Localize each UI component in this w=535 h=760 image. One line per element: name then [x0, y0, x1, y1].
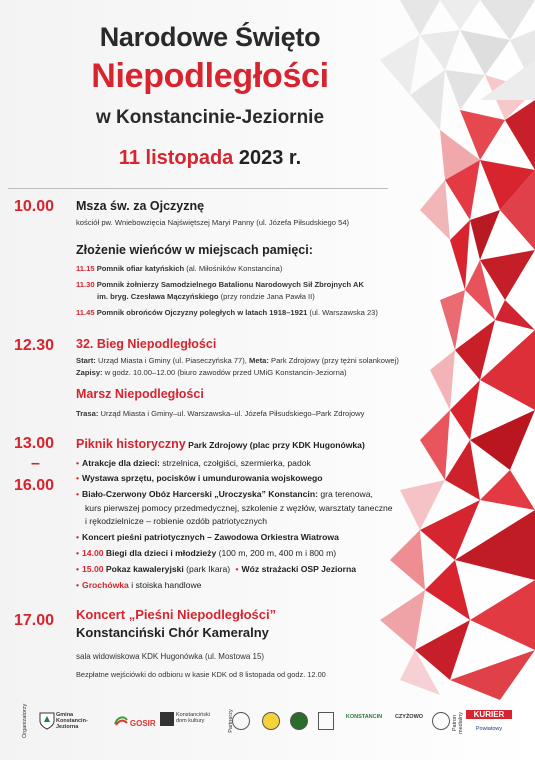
event-choir-title: Konstanciński Chór Kameralny — [76, 625, 269, 640]
event-wreaths-title: Złożenie wieńców w miejscach pamięci: — [76, 243, 313, 257]
partner-logo-5 — [432, 712, 450, 730]
picnic-item-scouts: • Biało-Czerwony Obóz Harcerski „Uroczyska” Konstancin: gra terenowa, — [76, 489, 373, 499]
sponsor-logos — [0, 700, 535, 752]
header-divider — [8, 188, 388, 189]
media-patron-label: Patron medialny — [452, 712, 464, 735]
partners-label: Partnerzy — [228, 709, 234, 733]
kdk-logo: Konstanciński dom kultury — [176, 712, 210, 724]
event-march-route: Trasa: Urząd Miasta i Gminy–ul. Warszawska–ul. Józefa Piłsudskiego–Park Zdrojowy — [76, 409, 365, 418]
time-10-00: 10.00 — [14, 198, 55, 215]
wreath-item-2-line2: im. bryg. Czesława Mączyńskiego (przy rondzie Jana Pawła II) — [97, 292, 315, 301]
event-concert-note: Bezpłatne wejściówki do odbioru w kasie KDK od 8 listopada od godz. 12.00 — [76, 670, 326, 679]
event-picnic-title: Piknik historyczny Park Zdrojowy (plac przy KDK Hugonówka) — [76, 437, 365, 451]
wreath-item-3: 11.45 Pomnik obrońców Ojczyzny poległych w latach 1918–1921 (ul. Warszawska 23) — [76, 308, 378, 317]
time-12-30: 12.30 — [14, 337, 55, 354]
partner-logo-3 — [290, 712, 308, 730]
event-date — [0, 147, 420, 170]
kdk-icon — [160, 712, 174, 726]
event-run-registration: Zapisy: w godz. 10.00–12.00 (biuro zawodów przed UMiG Konstancin-Jeziorna) — [76, 368, 347, 377]
event-run-title: 32. Bieg Niepodległości — [76, 337, 217, 351]
picnic-item-concert: • Koncert pieśni patriotycznych – Zawodowa Orkiestra Wiatrowa — [76, 532, 339, 542]
picnic-item-food: • Grochówka i stoiska handlowe — [76, 580, 202, 590]
gmina-crest-icon — [38, 712, 56, 730]
time-range-dash: – — [31, 455, 40, 472]
event-mass-place: kościół pw. Wniebowzięcia Najświętszej Maryi Panny (ul. Józefa Piłsudskiego 54) — [76, 218, 350, 227]
picnic-item-runs: • 14.00 Biegi dla dzieci i młodzieży (100 m, 200 m, 400 m i 800 m) — [76, 548, 337, 558]
czyzowo-logo: CZYŻOWO — [394, 714, 424, 720]
partner-logo-4 — [318, 712, 334, 730]
event-concert-place: sala widowiskowa KDK Hugonówka (ul. Mostowa 15) — [76, 652, 265, 661]
powiatowy-logo: Powiatowy — [475, 726, 503, 732]
wreath-item-1: 11.15 Pomnik ofiar katyńskich (al. Miłośników Konstancina) — [76, 264, 283, 273]
kurier-logo: KURIER — [466, 710, 512, 719]
title-line2: Niepodległości — [91, 57, 329, 95]
picnic-item-scouts-line2: kurs pierwszej pomocy przedmedycznej, szkolenie z węzłów, warsztaty taneczne — [85, 503, 393, 513]
time-16-00: 16.00 — [14, 477, 55, 494]
time-17-00: 17.00 — [14, 612, 55, 629]
event-mass-title: Msza św. za Ojczyznę — [76, 199, 205, 213]
picnic-item-scouts-line3: i rękodzielnicze – robienie ozdób patriotycznych — [85, 516, 268, 526]
picnic-item-cavalry: • 15.00 Pokaz kawaleryjski (park Ikara) • Wóz strażacki OSP Jeziorna — [76, 564, 356, 574]
organizers-label: Organizatorzy — [22, 703, 28, 738]
wreath-item-2: 11.30 Pomnik żołnierzy Samodzielnego Batalionu Narodowych Sił Zbrojnych AK — [76, 280, 364, 289]
event-run-start-meta: Start: Urząd Miasta i Gminy (ul. Piaseczyńska 77), Meta: Park Zdrojowy (przy tężni solankowej) — [76, 356, 399, 365]
partner-logo-2 — [262, 712, 280, 730]
picnic-item-kids: • Atrakcje dla dzieci: strzelnica, czołgiści, szermierka, padok — [76, 458, 311, 468]
picnic-item-exhibition: • Wystawa sprzętu, pocisków i umundurowania wojskowego — [76, 473, 323, 483]
gosir-logo: GOSIR — [110, 714, 160, 728]
date-year: 2023 r. — [238, 147, 302, 169]
gmina-logo: Gmina Konstancin-Jeziorna — [56, 712, 88, 730]
title-line1: Narodowe Święto — [99, 22, 321, 52]
partner-logo-1 — [232, 712, 250, 730]
event-march-title: Marsz Niepodległości — [76, 387, 204, 401]
time-13-00: 13.00 — [14, 435, 55, 452]
title-line3: w Konstancinie-Jeziornie — [95, 107, 325, 128]
date-day-month: 11 listopada — [118, 147, 234, 169]
event-concert-title: Koncert „Pieśni Niepodległości” — [76, 607, 277, 622]
konstancin-logo: KONSTANCIN — [345, 714, 383, 720]
